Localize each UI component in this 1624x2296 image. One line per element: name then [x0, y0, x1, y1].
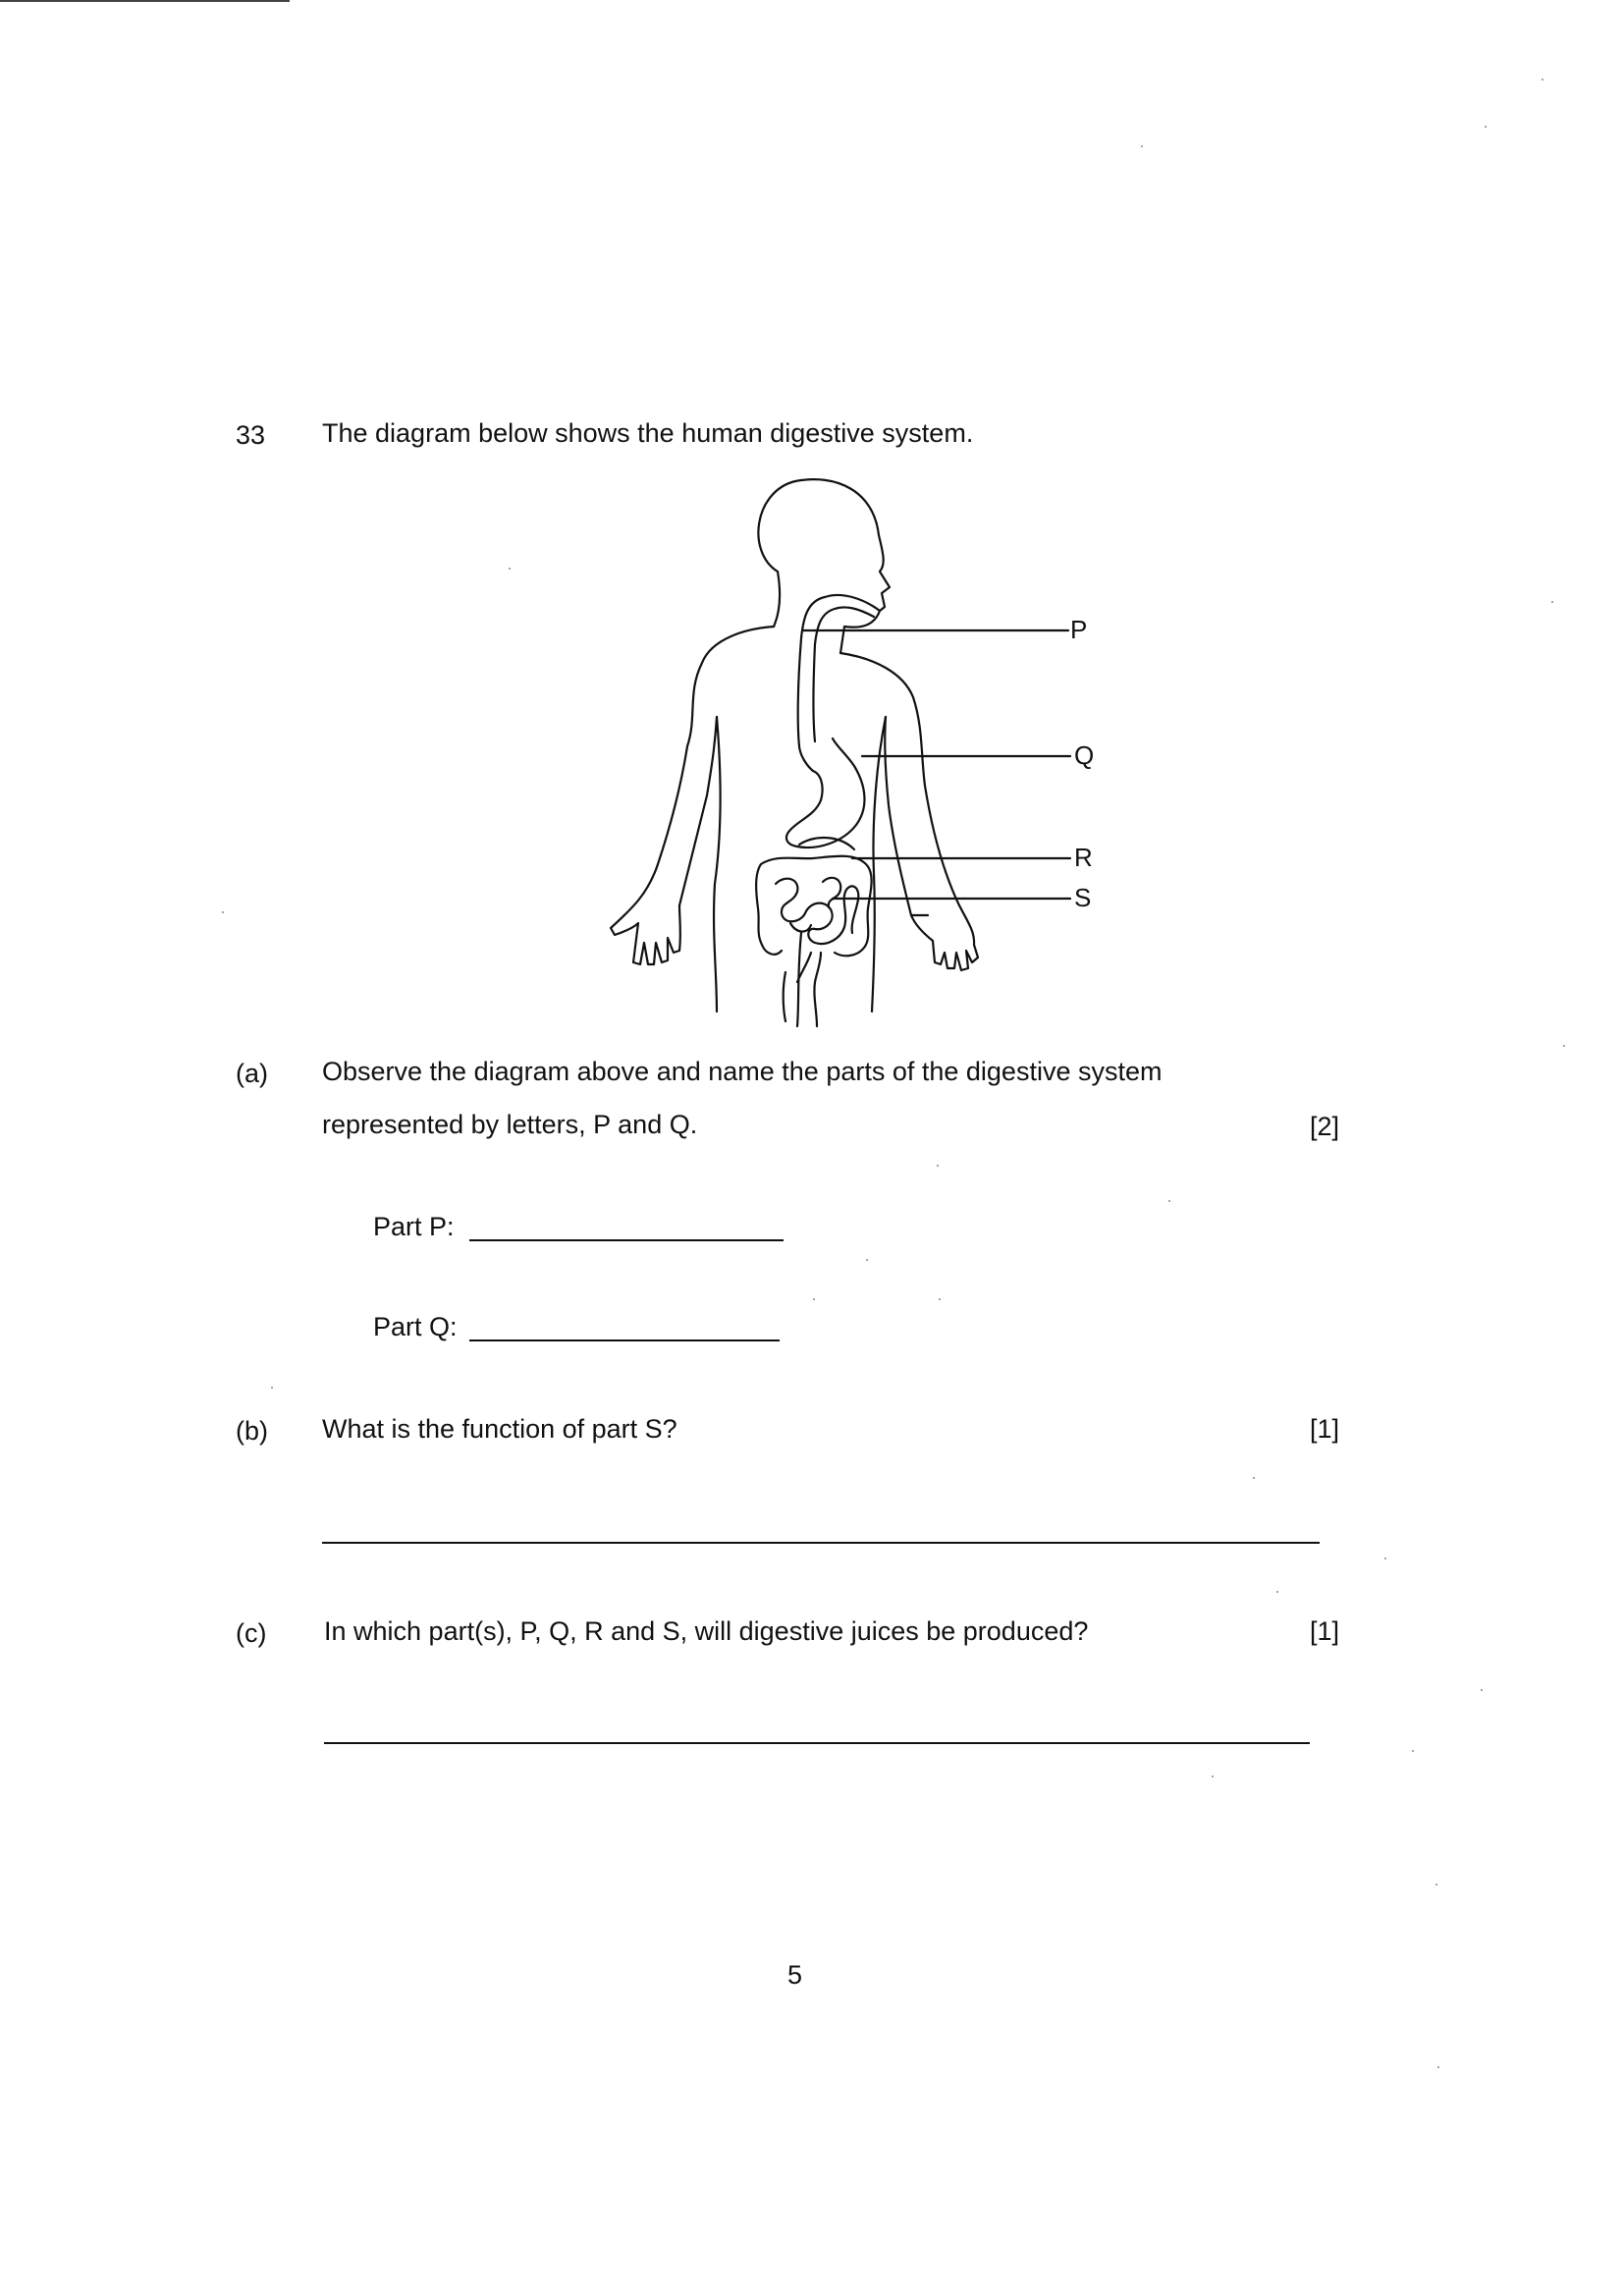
left-torso [714, 717, 720, 1011]
scan-speck [939, 1298, 941, 1300]
scan-speck [1276, 1591, 1278, 1593]
scan-speck [1437, 2066, 1439, 2068]
digestive-system-diagram [589, 462, 1139, 1031]
part-q-answer-line[interactable] [469, 1339, 780, 1341]
label-p: P [1070, 615, 1088, 644]
part-p-answer-line[interactable] [469, 1239, 784, 1241]
question-number: 33 [236, 420, 266, 450]
scan-speck [1168, 1200, 1170, 1202]
small-intestine [776, 878, 858, 944]
question-stem: The diagram below shows the human digestive system. [322, 418, 974, 448]
left-shoulder-arm [611, 627, 774, 964]
label-r: R [1074, 843, 1093, 872]
scan-speck [1141, 145, 1143, 147]
scan-speck [937, 1165, 939, 1167]
left-inner-arm [679, 717, 717, 905]
part-b-marks: [1] [1310, 1414, 1340, 1444]
part-a-line2: represented by letters, P and Q. [322, 1110, 698, 1139]
right-shoulder-arm [840, 653, 978, 970]
stomach [786, 738, 864, 847]
esophagus [798, 595, 880, 771]
part-b-label: (b) [236, 1416, 268, 1446]
part-c-question: In which part(s), P, Q, R and S, will digestive juices be produced? [324, 1616, 1089, 1646]
scan-speck [1435, 1884, 1437, 1886]
part-a-label: (a) [236, 1059, 268, 1088]
scan-speck [1212, 1776, 1214, 1777]
label-s: S [1074, 883, 1092, 912]
scan-speck [271, 1387, 273, 1389]
scan-speck [222, 911, 224, 913]
neck-back [774, 572, 780, 627]
part-b-answer-line[interactable] [322, 1542, 1320, 1544]
large-intestine [756, 856, 872, 957]
part-c-label: (c) [236, 1618, 267, 1648]
scan-speck [813, 1298, 815, 1300]
scan-speck [1481, 1689, 1483, 1691]
part-c-marks: [1] [1310, 1616, 1340, 1646]
scan-speck [1384, 1558, 1386, 1559]
part-b-question: What is the function of part S? [322, 1414, 677, 1444]
part-c-answer-line[interactable] [324, 1742, 1310, 1744]
scan-speck [1485, 126, 1487, 128]
right-torso [872, 717, 886, 1011]
scan-speck [1253, 1477, 1255, 1479]
page-number: 5 [787, 1960, 803, 1990]
scan-speck [866, 1259, 868, 1261]
head-outline [758, 479, 890, 653]
part-p-prompt: Part P: [373, 1212, 455, 1241]
part-a-line1: Observe the diagram above and name the parts of the digestive system [322, 1057, 1163, 1086]
scan-speck [509, 568, 511, 570]
part-a-marks: [2] [1310, 1112, 1340, 1141]
scan-speck [1542, 79, 1543, 81]
scan-speck [1412, 1750, 1414, 1752]
scan-edge-line [0, 0, 290, 2]
part-q-prompt: Part Q: [373, 1312, 458, 1341]
scan-speck [1551, 601, 1553, 603]
scan-speck [1563, 1045, 1565, 1047]
label-q: Q [1074, 740, 1095, 770]
right-inner-arm [885, 717, 911, 915]
rectum [797, 953, 821, 1026]
